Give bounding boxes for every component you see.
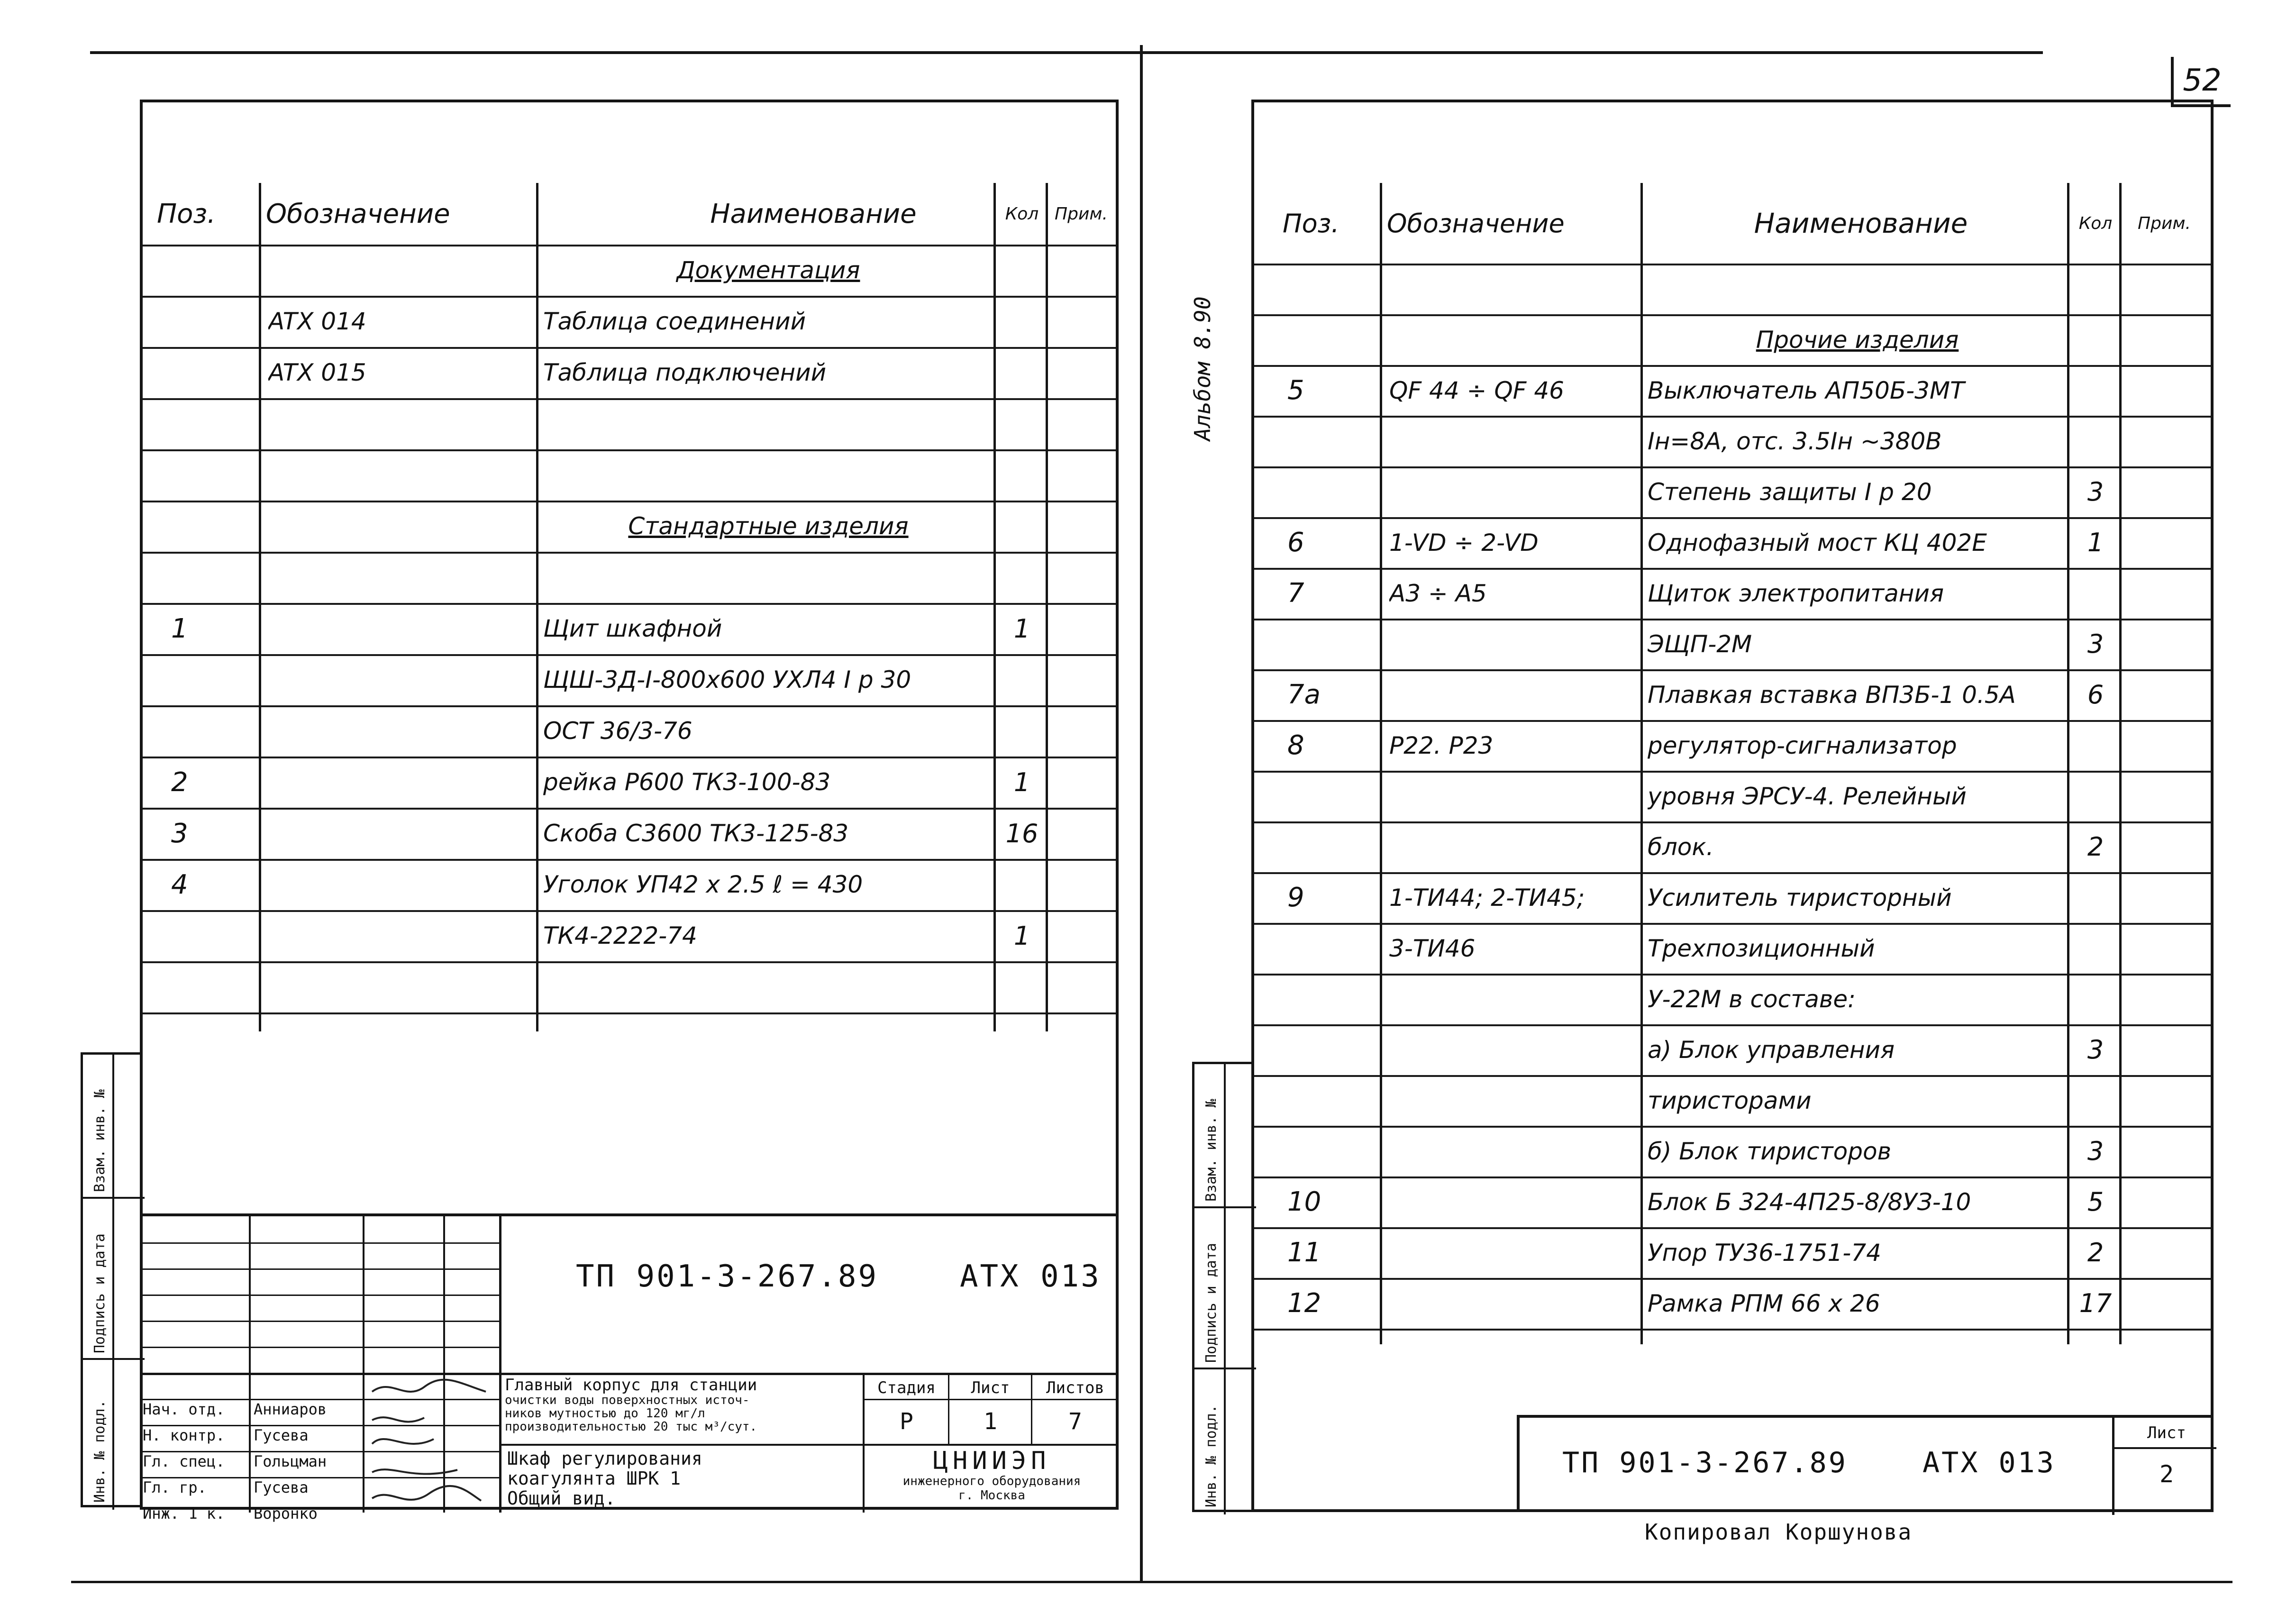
row-qty: 17: [2079, 1288, 2112, 1318]
left-stamp-doc-title-3: Общий вид.: [507, 1488, 616, 1508]
table-row: [143, 245, 1116, 298]
right-stamp-doc: АТХ 013: [1922, 1446, 2056, 1479]
row-designation: А3 ÷ А5: [1389, 579, 1487, 607]
row-designation: [268, 398, 524, 449]
row-section-title: Прочие изделия: [1756, 326, 1959, 354]
left-side-label-3: Инв. № подл.: [91, 1400, 108, 1503]
signer-name: Воронко: [254, 1504, 318, 1523]
stamp-grid-h5: [140, 1347, 499, 1348]
row-name: Плавкая вставка ВП3Б-1 0.5А: [1648, 681, 2016, 709]
stamp-grid-h4: [140, 1321, 499, 1322]
table-row: [143, 654, 1116, 707]
row-qty: 1: [2087, 528, 2104, 557]
footer-copied-by: Копировал Коршунова: [1645, 1519, 1913, 1545]
right-header-note: Прим.: [2138, 213, 2191, 233]
stamp-grid-v7: [1031, 1373, 1032, 1444]
row-qty: 3: [2087, 1035, 2104, 1065]
row-name: рейка Р600 ТК3-100-83: [543, 768, 831, 796]
left-stamp-title-line-4: производительностью 20 тыс м³/сут.: [505, 1420, 757, 1433]
left-side-label-2: Подпись и дата: [91, 1233, 108, 1353]
row-name: [543, 552, 993, 603]
row-name: Щиток электропитания: [1648, 579, 1944, 607]
row-designation: [1389, 1278, 1645, 1329]
row-qty: 6: [2087, 680, 2104, 710]
row-qty: [2069, 974, 2122, 1024]
row-qty: 1: [1013, 767, 1030, 797]
top-rule: [90, 51, 2043, 54]
row-designation: [268, 757, 524, 808]
right-header-designation: Обозначение: [1387, 208, 1565, 238]
row-qty: [996, 654, 1048, 705]
row-pos: [171, 398, 266, 449]
album-label: Альбом 8.90: [1190, 296, 1215, 441]
left-stamp-org: [865, 1448, 1119, 1503]
row-name: б) Блок тиристоров: [1648, 1137, 1892, 1165]
row-qty: [2069, 1075, 2122, 1126]
row-qty: 2: [2087, 832, 2104, 862]
left-side-label-block: [81, 1052, 142, 1507]
left-col-line-1: [259, 183, 261, 1031]
row-designation: [1389, 1075, 1645, 1126]
row-name: регулятор-сигнализатор: [1648, 731, 1957, 759]
row-name: Однофазный мост КЦ 402Е: [1648, 529, 1987, 556]
row-pos: [1287, 821, 1382, 872]
signer-role: Н. контр.: [143, 1426, 225, 1444]
row-name: Таблица подключений: [543, 359, 827, 386]
row-pos: [171, 705, 266, 757]
row-designation: Р22. Р23: [1389, 731, 1494, 759]
row-designation: ATX 015: [268, 359, 366, 386]
row-designation: [1389, 1176, 1645, 1227]
stamp-grid-h2: [140, 1268, 499, 1270]
signature-1: [372, 1380, 486, 1392]
left-col-line-2: [536, 183, 538, 1031]
right-header-name: Наименование: [1754, 207, 1968, 239]
right-col-line-3: [2067, 183, 2069, 1344]
right-stamp: [1517, 1415, 2214, 1512]
right-side-label-1: Взам. инв. №: [1203, 1099, 1220, 1202]
row-pos: [171, 449, 266, 501]
stamp-grid-h6: [140, 1373, 1119, 1375]
right-col-line-1: [1380, 183, 1382, 1344]
row-pos: 10: [1287, 1186, 1321, 1217]
row-designation: [1389, 1024, 1645, 1075]
row-designation: [268, 501, 524, 552]
row-name: ЩШ-3Д-I-800х600 УХЛ4 I р 30: [543, 666, 911, 693]
row-pos: [171, 347, 266, 398]
row-qty: 1: [1013, 613, 1030, 644]
signer-role: Гл. спец.: [143, 1452, 225, 1470]
right-side-label-block: [1192, 1062, 1254, 1512]
right-header-qty: Кол: [2078, 213, 2113, 233]
row-qty: [2069, 568, 2122, 619]
row-qty: 3: [2087, 477, 2104, 507]
row-designation: 1-ТИ44; 2-ТИ45;: [1389, 884, 1585, 912]
left-stamp-sheets-label: Листов: [1046, 1378, 1104, 1397]
left-stamp-title-block: [505, 1377, 757, 1433]
right-side-divider-v: [1224, 1064, 1226, 1514]
signature-scribbles: [363, 1373, 500, 1513]
row-name: тиристорами: [1648, 1086, 1812, 1114]
row-pos: [1287, 619, 1382, 669]
row-pos: [171, 552, 266, 603]
right-col-line-4: [2119, 183, 2122, 1344]
row-designation: [268, 245, 524, 296]
row-designation: [1389, 619, 1645, 669]
left-stamp-stage: Р: [900, 1408, 913, 1435]
row-qty: [996, 347, 1048, 398]
row-name: Скоба С3600 ТК3-125-83: [543, 820, 849, 847]
row-designation: [268, 552, 524, 603]
right-side-label-3: Инв. № подл.: [1203, 1404, 1220, 1507]
right-col-line-2: [1640, 183, 1643, 1344]
row-name: Таблица соединений: [543, 308, 806, 335]
row-pos: 9: [1287, 882, 1304, 913]
bottom-rule: [71, 1581, 2232, 1583]
row-section-title: Стандартные изделия: [628, 512, 909, 540]
row-qty: 3: [2087, 1136, 2104, 1166]
left-stamp-title-line-1: Главный корпус для станции: [505, 1377, 757, 1395]
row-qty: [2069, 314, 2122, 365]
row-pos: 5: [1287, 375, 1304, 406]
row-designation: [1389, 771, 1645, 821]
row-qty: [2069, 771, 2122, 821]
table-row: [143, 961, 1116, 1014]
row-name: Степень защиты I р 20: [1648, 478, 1932, 506]
row-qty: [2069, 872, 2122, 923]
row-name: Iн=8А, отс. 3.5Iн ~380В: [1648, 427, 1942, 455]
row-pos: [171, 654, 266, 705]
row-pos: [1287, 1075, 1382, 1126]
row-pos: 1: [171, 613, 188, 644]
left-stamp-doc-title-1: Шкаф регулирования: [507, 1449, 702, 1469]
row-designation: [1389, 1126, 1645, 1176]
signer-name: Гольцман: [254, 1452, 327, 1470]
row-qty: [2069, 923, 2122, 974]
left-col-line-4: [1046, 183, 1048, 1031]
row-name: [1648, 264, 2067, 314]
row-pos: 7а: [1287, 679, 1321, 710]
row-qty: [996, 501, 1048, 552]
row-name: ОСТ 36/3-76: [543, 717, 692, 745]
left-stamp-doc: АТХ 013: [960, 1259, 1101, 1294]
signature-3: [372, 1439, 434, 1444]
page-number: 52: [2183, 63, 2222, 98]
table-row: [143, 757, 1116, 810]
row-designation: [1389, 974, 1645, 1024]
table-row: [143, 552, 1116, 605]
row-pos: [1287, 923, 1382, 974]
row-pos: [171, 910, 266, 961]
stamp-grid-v6: [948, 1373, 949, 1444]
row-designation: [268, 910, 524, 961]
left-stamp-org-3: г. Москва: [958, 1488, 1025, 1503]
row-designation: [268, 654, 524, 705]
stamp-grid-v1: [249, 1216, 251, 1513]
left-stamp-doc-title: [507, 1449, 702, 1508]
row-name: Усилитель тиристорный: [1648, 884, 1952, 912]
row-name: Рамка РПМ 66 х 26: [1648, 1289, 1880, 1317]
left-stamp-sheets: 7: [1068, 1408, 1082, 1435]
row-pos: [1287, 314, 1382, 365]
row-qty: [996, 398, 1048, 449]
table-row: [143, 859, 1116, 912]
row-pos: 7: [1287, 578, 1304, 609]
signer-role: Гл. гр.: [143, 1478, 207, 1496]
table-row: [143, 398, 1116, 451]
row-qty: [2069, 720, 2122, 771]
row-qty: [2069, 264, 2122, 314]
row-name: Выключатель АП50Б-3МТ: [1648, 376, 1965, 404]
signer-name: Анниаров: [254, 1400, 327, 1418]
stamp-grid-h1: [140, 1242, 499, 1244]
signer-name: Гусева: [254, 1426, 309, 1444]
row-pos: [1287, 1126, 1382, 1176]
row-qty: [996, 296, 1048, 347]
row-designation: [1389, 314, 1645, 365]
row-pos: [1287, 416, 1382, 466]
row-name: блок.: [1648, 833, 1714, 861]
row-qty: [996, 449, 1048, 501]
row-designation: [1389, 264, 1645, 314]
right-header-pos: Поз.: [1283, 208, 1339, 238]
row-qty: [2069, 365, 2122, 416]
right-stamp-divider-h: [2114, 1447, 2216, 1449]
left-header-qty: Кол: [1005, 204, 1039, 224]
row-designation: [268, 808, 524, 859]
row-designation: 3-ТИ46: [1389, 934, 1476, 962]
left-side-divider-v: [112, 1055, 114, 1510]
row-qty: [996, 245, 1048, 296]
left-stamp-sheet-label: Лист: [971, 1378, 1010, 1397]
table-row: [143, 808, 1116, 861]
left-stamp-sheet: 1: [984, 1408, 997, 1435]
row-name: Блок Б 324-4П25-8/8УЗ-10: [1648, 1188, 1971, 1216]
signer-role: Инж. 1 к.: [143, 1504, 225, 1523]
row-pos: [1287, 1024, 1382, 1075]
row-pos: [171, 501, 266, 552]
left-col-line-3: [993, 183, 996, 1031]
row-pos: 2: [171, 766, 188, 798]
row-designation: [268, 603, 524, 654]
left-stamp-stage-label: Стадия: [877, 1378, 936, 1397]
table-row: [143, 501, 1116, 554]
row-qty: [996, 859, 1048, 910]
row-pos: 6: [1287, 527, 1304, 558]
row-designation: [1389, 466, 1645, 517]
row-pos: [1287, 771, 1382, 821]
row-designation: [268, 961, 524, 1012]
row-pos: [171, 245, 266, 296]
left-stamp-title-line-2: очистки воды поверхностных источ-: [505, 1393, 750, 1407]
row-name: Щит шкафной: [543, 615, 722, 642]
row-designation: [268, 705, 524, 757]
right-stamp-sheet: 2: [2159, 1460, 2174, 1488]
row-designation: [1389, 669, 1645, 720]
row-name: а) Блок управления: [1648, 1036, 1895, 1064]
left-stamp-title-line-3: ников мутностью до 120 мг/л: [505, 1406, 705, 1421]
row-pos: [171, 961, 266, 1012]
row-section-title: Документация: [676, 256, 860, 284]
row-designation: [1389, 821, 1645, 872]
row-pos: 8: [1287, 730, 1304, 761]
row-qty: 1: [1013, 921, 1030, 951]
row-name: [543, 961, 993, 1012]
row-name: [543, 449, 993, 501]
row-qty: 3: [2087, 629, 2104, 659]
row-pos: 12: [1287, 1288, 1321, 1319]
left-header-pos: Поз.: [157, 198, 216, 229]
row-name: У-22М в составе:: [1648, 985, 1856, 1013]
row-qty: [996, 705, 1048, 757]
row-name: Упор ТУ36-1751-74: [1648, 1239, 1881, 1267]
row-qty: 5: [2087, 1187, 2104, 1217]
row-designation: [1389, 416, 1645, 466]
row-qty: 2: [2087, 1238, 2104, 1267]
right-stamp-divider-v: [2112, 1418, 2114, 1515]
row-pos: 3: [171, 818, 188, 849]
row-designation: [268, 449, 524, 501]
signature-2: [372, 1417, 424, 1422]
table-row: [143, 347, 1116, 400]
signature-5: [372, 1486, 481, 1501]
stamp-grid-h13: [865, 1444, 1119, 1445]
right-stamp-code: ТП 901-3-267.89: [1562, 1446, 1848, 1479]
row-pos: [1287, 974, 1382, 1024]
center-fold-line: [1140, 45, 1143, 1581]
signer-role: Нач. отд.: [143, 1400, 225, 1418]
table-row: [143, 449, 1116, 502]
table-row: [143, 705, 1116, 758]
row-name: [543, 398, 993, 449]
row-pos: [1287, 466, 1382, 517]
signer-name: Гусева: [254, 1478, 309, 1496]
row-designation: [268, 859, 524, 910]
left-stamp-doc-title-2: коагулянта ШРК 1: [507, 1468, 681, 1489]
row-qty: [2069, 416, 2122, 466]
row-qty: [996, 961, 1048, 1012]
left-side-label-1: Взам. инв. №: [91, 1089, 108, 1192]
left-stamp: [140, 1213, 1119, 1523]
left-header-designation: Обозначение: [266, 198, 450, 229]
row-name: ЭЩП-2М: [1648, 630, 1752, 658]
row-name: Трехпозиционный: [1648, 934, 1875, 962]
row-name: ТК4-2222-74: [543, 922, 697, 949]
right-sheet: [1251, 100, 2214, 1512]
row-designation: 1-VD ÷ 2-VD: [1389, 529, 1539, 556]
stamp-grid-h12: [865, 1399, 1119, 1400]
signature-4: [372, 1469, 457, 1474]
row-designation: [1389, 1227, 1645, 1278]
left-header-row: [143, 183, 1116, 246]
row-name: Уголок УП42 х 2.5 ℓ = 430: [543, 871, 863, 898]
stamp-grid-h3: [140, 1295, 499, 1296]
row-pos: [171, 296, 266, 347]
table-row: [143, 296, 1116, 349]
row-designation: QF 44 ÷ QF 46: [1389, 376, 1564, 404]
left-stamp-code: ТП 901-3-267.89: [576, 1259, 878, 1294]
row-pos: 11: [1287, 1237, 1321, 1268]
row-qty: [996, 552, 1048, 603]
row-pos: [1287, 264, 1382, 314]
table-row: [143, 910, 1116, 963]
row-name: уровня ЭРСУ-4. Релейный: [1648, 782, 1967, 810]
left-stamp-org-1: ЦНИИЭП: [933, 1448, 1051, 1475]
right-side-label-2: Подпись и дата: [1203, 1243, 1220, 1363]
row-designation: ATX 014: [268, 308, 366, 335]
row-pos: 4: [171, 869, 188, 900]
left-header-name: Наименование: [710, 198, 917, 229]
row-qty: 16: [1005, 818, 1039, 848]
left-stamp-org-2: инженерного оборудования: [902, 1474, 1081, 1488]
stamp-grid-v5: [863, 1373, 865, 1513]
left-header-note: Прим.: [1055, 204, 1108, 224]
right-stamp-sheet-label: Лист: [2147, 1423, 2186, 1442]
table-row: [143, 603, 1116, 656]
